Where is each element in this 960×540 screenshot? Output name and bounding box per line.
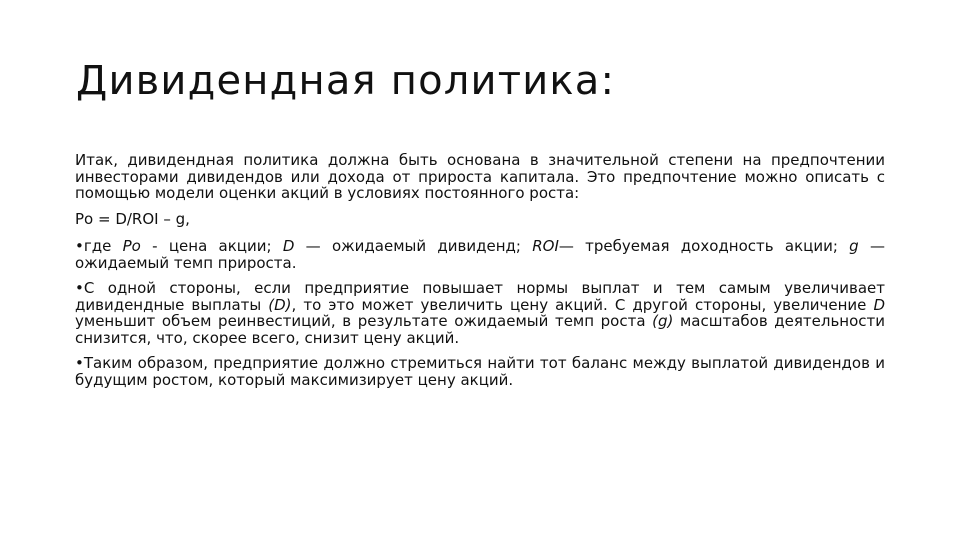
slide-body <box>75 152 885 397</box>
bullet-icon: • <box>75 237 84 255</box>
definitions-symbol-g: g <box>849 237 859 255</box>
analysis-text-4: масштабов деятельности снизится, что, скорее всего, снизит цену акций. <box>75 312 885 347</box>
formula-paragraph <box>75 211 885 228</box>
analysis-text-2: , то это может увеличить цену акций. С другой стороны, увеличение <box>291 295 874 314</box>
definitions-symbol-d: D <box>282 237 295 255</box>
intro-paragraph <box>75 152 885 202</box>
intro-text: Итак, дивидендная политика должна быть основана в значительной степени на предпочтении инвесторами дивидендов или дохода от прироста капитала. Это предпочтение можно описать с помощью модели оценки акций в условиях постоянного роста: <box>75 151 885 202</box>
slide-title: Дивидендная политика: <box>76 58 616 104</box>
definitions-paragraph <box>75 238 885 271</box>
conclusion-text: Таким образом, предприятие должно стремиться найти тот баланс между выплатой дивидендов и будущим ростом, который максимизирует цену акций. <box>75 354 885 389</box>
definitions-text-1: где <box>83 237 123 255</box>
bullet-icon: • <box>75 279 84 297</box>
bullet-icon: • <box>75 354 84 372</box>
definitions-text-4: — требуемая доходность акции; <box>558 237 850 255</box>
analysis-text-1: С одной стороны, если предприятие повышает нормы выплат и тем самым увеличивает дивидендные выплаты <box>75 279 885 314</box>
analysis-paragraph <box>75 280 885 346</box>
analysis-symbol-d: D <box>873 295 885 314</box>
definitions-symbol-roi: ROI <box>532 237 559 255</box>
conclusion-paragraph <box>75 355 885 388</box>
definitions-symbol-po: Ро <box>122 237 141 255</box>
definitions-text-5: — ожидаемый темп прироста. <box>75 237 885 272</box>
definitions-text-3: — ожидаемый дивиденд; <box>294 237 533 255</box>
analysis-symbol-d-paren: (D) <box>268 295 292 314</box>
analysis-text-3: уменьшит объем реинвестиций, в результате ожидаемый темп роста <box>75 312 653 330</box>
analysis-symbol-g-paren: (g) <box>652 312 674 330</box>
formula-text: Ро = D/ROI – g, <box>75 209 190 228</box>
definitions-text-2: - цена акции; <box>140 237 283 255</box>
